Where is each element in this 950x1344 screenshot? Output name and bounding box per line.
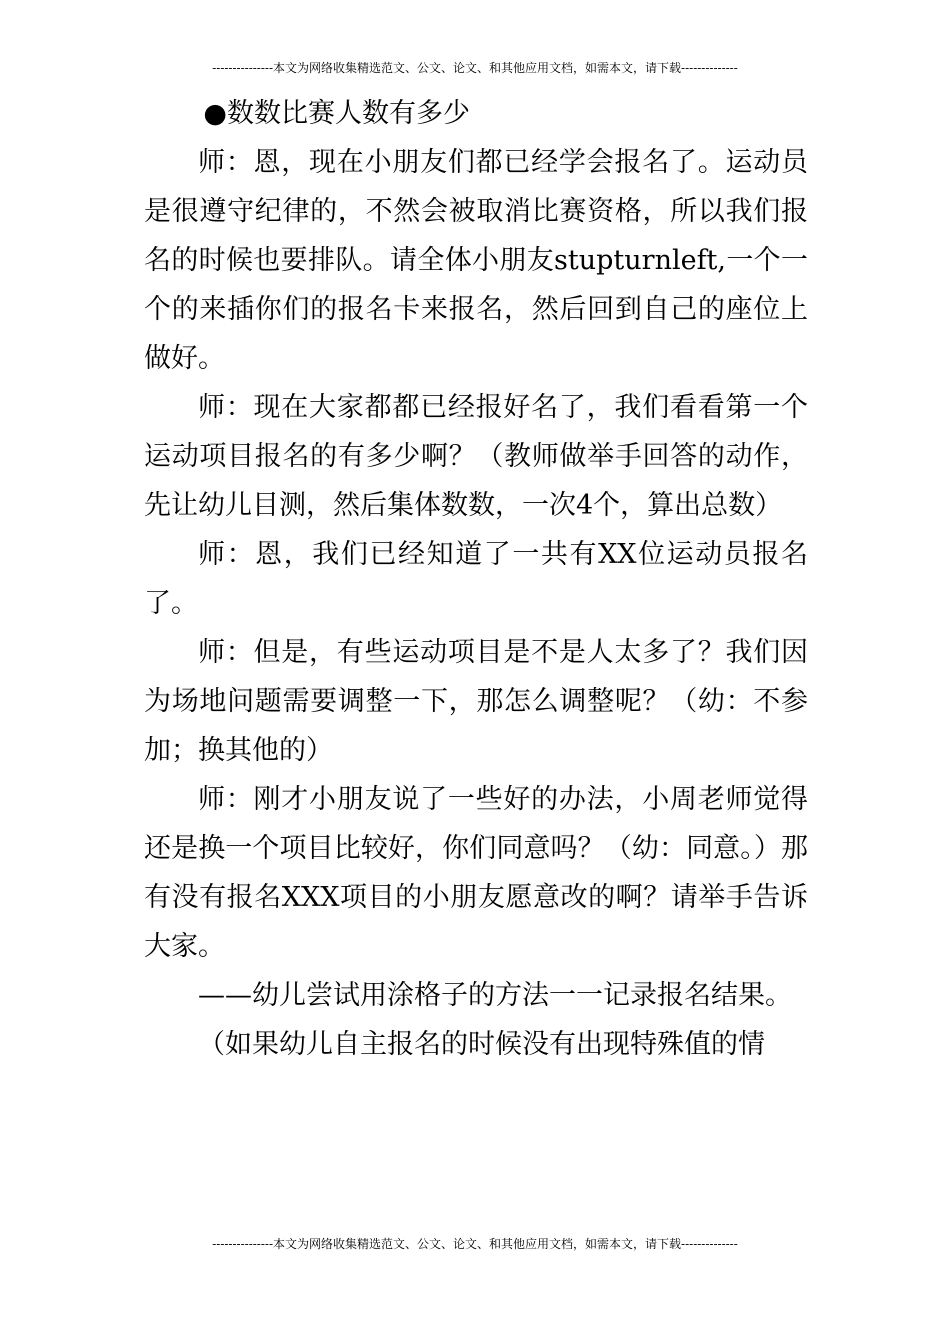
paragraph: 师：现在大家都都已经报好名了，我们看看第一个运动项目报名的有多少啊？（教师做举手回答的动作，先让幼儿目测，然后集体数数，一次4个，算出总数） [144,392,808,521]
paragraph: 师：但是，有些运动项目是不是人太多了？我们因为场地问题需要调整一下，那怎么调整呢？（幼：不参加；换其他的） [144,637,808,766]
paragraph: （如果幼儿自主报名的时候没有出现特殊值的情 [198,1029,765,1060]
paragraph: ——幼儿尝试用涂格子的方法一一记录报名结果。 [198,980,792,1011]
section-heading: ●数数比赛人数有多少 [203,98,470,129]
paragraph: 师：刚才小朋友说了一些好的办法，小周老师觉得还是换一个项目比较好，你们同意吗？（幼：同意。）那有没有报名XXX项目的小朋友愿意改的啊？请举手告诉大家。 [144,784,808,962]
paragraph: 师：恩，现在小朋友们都已经学会报名了。运动员是很遵守纪律的，不然会被取消比赛资格，所以我们报名的时候也要排队。请全体小朋友stupturnleft,一个一个的来插你们的报名卡来报名，然后回到自己的座位上做好。 [144,147,808,374]
document-body [144,89,808,1069]
footer-banner: ---------------本文为网络收集精选范文、公文、论文、和其他应用文档，如需本文，请下载-------------- [212,1237,738,1251]
paragraph: 师：恩，我们已经知道了一共有XX位运动员报名了。 [144,539,808,619]
header-banner: ---------------本文为网络收集精选范文、公文、论文、和其他应用文档，如需本文，请下载-------------- [212,61,738,75]
